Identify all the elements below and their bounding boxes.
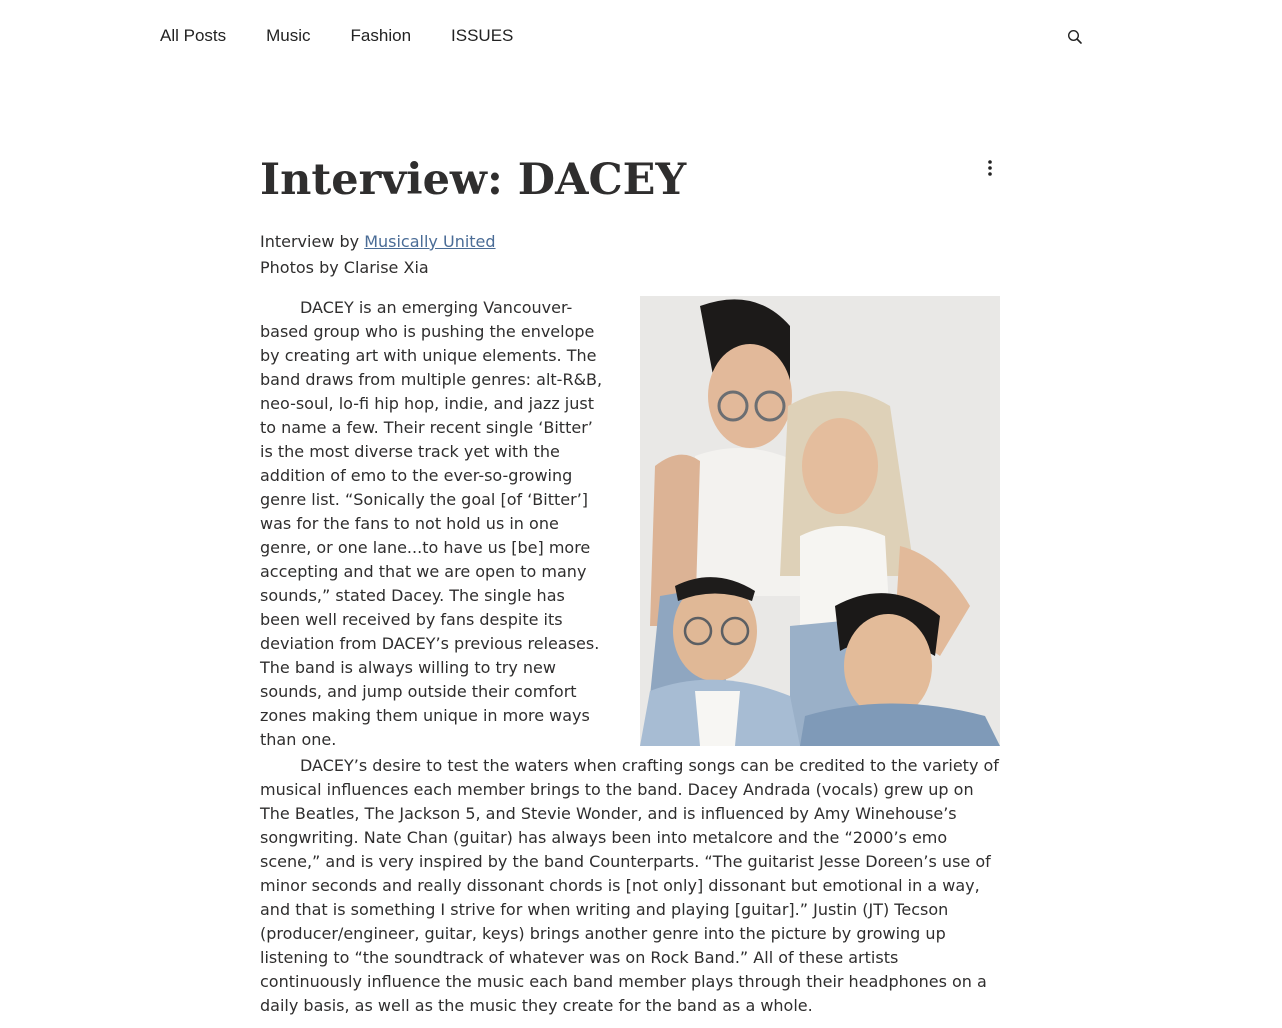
- nav-item-fashion[interactable]: Fashion: [350, 26, 412, 45]
- photos-credit: Photos by Clarise Xia: [260, 258, 429, 277]
- paragraph-2-text: DACEY’s desire to test the waters when crafting songs can be credited to the variety of musical influences each member brings to the band. Dacey Andrada (vocals) grew up on The Beatles, The Jackson 5, and Stevie Wonder, and is influenced by Amy Winehouse’s songwriting. Nate Chan (guitar) has always been into metalcore and the “2000’s emo scene,” and is very inspired by the band Counterparts. “The guitarist Jesse Doreen’s use of minor seconds and really dissonant chords is [not only] dissonant but emotional in a way, and that is something I strive for when writing and playing [guitar].” Justin (JT) Tecson (producer/engineer, guitar, keys) brings another genre into the picture by growing up listening to “the soundtrack of whatever was on Rock Band.” All of these artists continuously influence the music each band member plays through their headphones on a daily basis, as well as the music they create for the band as a whole.: [260, 756, 999, 1015]
- nav-item-music[interactable]: Music: [266, 26, 311, 45]
- blog-category-nav: [160, 24, 553, 48]
- paragraph-1-text: DACEY is an emerging Vancouver-based group who is pushing the envelope by creating art with unique elements. The band draws from multiple genres: alt-R&B, neo-soul, lo-fi hip hop, indie, and jazz just to name a few. Their recent single ‘Bitter’ is the most diverse track yet with the addition of emo to the ever-so-growing genre list. “Sonically the goal [of ‘Bitter’] was for the fans to not hold us in one genre, or one lane...to have us [be] more accepting and that we are open to many sounds,” stated Dacey. The single has been well received by fans despite its deviation from DACEY’s previous releases. The band is always willing to try new sounds, and jump outside their comfort zones making them unique in more ways than one.: [260, 298, 603, 749]
- article-paragraph-1: [260, 296, 605, 752]
- band-photo: [640, 296, 1000, 746]
- nav-item-issues[interactable]: ISSUES: [451, 26, 514, 45]
- search-icon[interactable]: [1067, 29, 1083, 45]
- more-actions-icon[interactable]: [982, 158, 998, 178]
- post-credits: [260, 229, 496, 281]
- article-paragraph-2: [260, 754, 1005, 1018]
- interview-author-link[interactable]: Musically United: [364, 232, 496, 251]
- interview-prefix: Interview by: [260, 232, 365, 251]
- post-title: Interview: DACEY: [260, 155, 687, 205]
- interview-credit: [260, 229, 496, 255]
- nav-item-all-posts[interactable]: All Posts: [160, 26, 227, 45]
